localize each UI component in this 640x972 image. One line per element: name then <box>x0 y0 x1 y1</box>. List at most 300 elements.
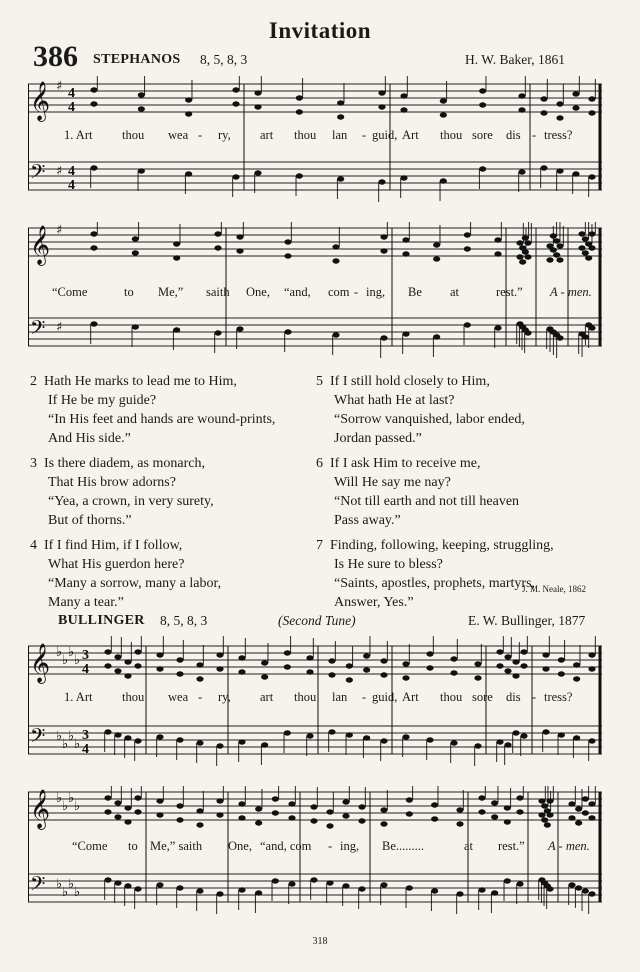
note-head <box>176 803 183 808</box>
note-head <box>378 179 385 184</box>
note-head <box>582 250 589 255</box>
note-head <box>524 254 531 259</box>
note-head <box>306 669 313 674</box>
note-head <box>450 740 457 745</box>
note-head <box>132 250 139 255</box>
tune-name-2: BULLINGER <box>58 613 145 628</box>
flat-icon: ♭ <box>68 645 75 660</box>
lyric-syllable: tress? <box>544 128 573 142</box>
note-head <box>196 676 203 681</box>
lyrics-line-2 <box>28 285 612 301</box>
note-head <box>332 258 339 263</box>
note-head <box>588 801 595 806</box>
note-head <box>134 795 141 800</box>
note-head <box>156 734 163 739</box>
note-head <box>558 671 565 676</box>
note-head <box>578 231 585 236</box>
note-head <box>238 669 245 674</box>
note-head <box>284 239 291 244</box>
note-head <box>478 887 485 892</box>
note-head <box>306 655 313 660</box>
lyric-syllable: - <box>354 285 359 299</box>
note-head <box>114 654 121 659</box>
note-head <box>540 96 547 101</box>
note-head <box>540 165 547 170</box>
note-head <box>474 661 481 666</box>
verse-2: 2 Hath He marks to lead me to Him, If He be my guide? “In His feet and hands are wound-prints, And His side.” <box>30 374 276 446</box>
note-head <box>296 173 303 178</box>
note-head <box>104 877 111 882</box>
note-head <box>156 666 163 671</box>
note-head <box>440 112 447 117</box>
treble-clef-icon: 𝄞 <box>30 225 51 265</box>
bass-clef-icon: 𝄢 <box>30 872 46 900</box>
lyric-syllable: thou <box>294 128 317 142</box>
note-head <box>214 231 221 236</box>
note-head <box>578 245 585 250</box>
note-head <box>380 248 387 253</box>
note-head <box>90 321 97 326</box>
note-head <box>284 329 291 334</box>
note-head <box>522 235 529 240</box>
lyric-syllable: dis <box>506 690 521 704</box>
note-head <box>176 657 183 662</box>
note-head <box>491 800 498 805</box>
note-head <box>431 816 438 821</box>
verse-6: 6 If I ask Him to receive me, Will He say me nay? “Not till earth and not till heaven Pass away.” <box>316 456 520 528</box>
lyric-syllable: 1. Art <box>64 690 93 704</box>
note-head <box>114 880 121 885</box>
note-head <box>296 109 303 114</box>
time-signature: 4 <box>68 86 75 101</box>
note-head <box>288 815 295 820</box>
lyric-syllable: ry, <box>218 128 231 142</box>
flat-icon: ♭ <box>74 885 81 900</box>
note-head <box>402 675 409 680</box>
note-head <box>236 326 243 331</box>
note-head <box>402 661 409 666</box>
note-head <box>342 813 349 818</box>
note-head <box>238 739 245 744</box>
note-head <box>255 820 262 825</box>
note-head <box>575 820 582 825</box>
note-head <box>572 91 579 96</box>
note-head <box>104 809 111 814</box>
lyric-syllable: - <box>198 690 203 704</box>
note-head <box>522 249 529 254</box>
lyric-syllable: ing, <box>340 839 360 853</box>
time-signature: 4 <box>68 164 75 179</box>
flat-icon: ♭ <box>68 791 75 806</box>
note-head <box>138 92 145 97</box>
lyric-syllable: rest.” <box>498 839 525 853</box>
note-head <box>568 815 575 820</box>
note-head <box>156 652 163 657</box>
meter-2: 8, 5, 8, 3 <box>160 613 208 628</box>
flat-icon: ♭ <box>74 799 81 814</box>
verses-right <box>316 372 554 612</box>
note-head <box>546 257 553 262</box>
note-head <box>380 882 387 887</box>
note-head <box>124 673 131 678</box>
note-head <box>232 87 239 92</box>
note-head <box>284 664 291 669</box>
note-head <box>588 245 595 250</box>
note-head <box>464 232 471 237</box>
verse-5: 5 If I still hold closely to Him, What hath He at last? “Sorrow vanquished, labor ended, Jordan passed.” <box>316 374 525 446</box>
note-head <box>474 675 481 680</box>
note-head <box>363 667 370 672</box>
lyric-syllable: to <box>124 285 134 299</box>
note-head <box>479 102 486 107</box>
note-head <box>588 325 595 330</box>
note-head <box>516 795 523 800</box>
lyric-syllable: 1. Art <box>64 128 93 142</box>
note-head <box>491 814 498 819</box>
note-head <box>573 662 580 667</box>
note-head <box>516 254 523 259</box>
lyric-syllable: tress? <box>544 690 573 704</box>
lyric-syllable: guid, <box>372 690 398 704</box>
note-head <box>538 798 545 803</box>
note-head <box>185 97 192 102</box>
note-head <box>400 93 407 98</box>
note-head <box>124 819 131 824</box>
flat-icon: ♭ <box>68 729 75 744</box>
note-head <box>196 888 203 893</box>
bass-clef-icon: 𝄢 <box>30 724 46 752</box>
note-head <box>254 90 261 95</box>
page-number: 318 <box>312 936 328 947</box>
note-head <box>406 811 413 816</box>
lyric-syllable: ry, <box>218 690 231 704</box>
note-head <box>346 732 353 737</box>
time-signature: 3 <box>82 728 89 743</box>
sharp-icon: ♯ <box>56 320 63 335</box>
note-head <box>544 822 551 827</box>
composer: H. W. Baker, 1861 <box>465 52 565 67</box>
note-head <box>572 171 579 176</box>
note-head <box>238 655 245 660</box>
lyric-syllable: art <box>260 128 274 142</box>
note-head <box>456 891 463 896</box>
note-head <box>542 652 549 657</box>
flat-icon: ♭ <box>56 645 63 660</box>
note-head <box>516 240 523 245</box>
note-head <box>232 101 239 106</box>
note-head <box>185 111 192 116</box>
note-head <box>156 882 163 887</box>
note-head <box>516 809 523 814</box>
lyric-syllable: com <box>328 285 350 299</box>
lyric-syllable: One, <box>228 839 252 853</box>
note-head <box>358 804 365 809</box>
note-head <box>254 104 261 109</box>
note-head <box>406 885 413 890</box>
note-head <box>124 659 131 664</box>
second-tune-label: (Second Tune) <box>278 613 356 628</box>
note-head <box>504 878 511 883</box>
note-head <box>134 886 141 891</box>
note-head <box>588 231 595 236</box>
note-head <box>216 652 223 657</box>
note-head <box>588 110 595 115</box>
note-head <box>380 738 387 743</box>
lyric-syllable: - <box>328 839 333 853</box>
note-head <box>464 246 471 251</box>
note-head <box>518 93 525 98</box>
note-head <box>380 672 387 677</box>
note-head <box>214 330 221 335</box>
note-head <box>196 808 203 813</box>
note-head <box>272 878 279 883</box>
note-head <box>406 797 413 802</box>
note-head <box>518 169 525 174</box>
lyric-syllable: “and, com <box>260 839 312 853</box>
note-head <box>538 812 545 817</box>
note-head <box>261 674 268 679</box>
note-head <box>284 730 291 735</box>
note-head <box>400 107 407 112</box>
lyric-syllable: “Come <box>52 285 88 299</box>
verse-3: 3 Is there diadem, as monarch, That His brow adorns? “Yea, a crown, in very surety, But of thorns.” <box>30 456 214 528</box>
note-head <box>512 659 519 664</box>
note-head <box>332 332 339 337</box>
note-head <box>288 881 295 886</box>
note-head <box>431 888 438 893</box>
lyric-syllable: to <box>128 839 138 853</box>
note-head <box>124 735 131 740</box>
note-head <box>173 327 180 332</box>
lyric-syllable: thou <box>440 690 463 704</box>
note-head <box>176 737 183 742</box>
flat-icon: ♭ <box>62 885 69 900</box>
note-head <box>572 105 579 110</box>
lyrics-line-3 <box>28 690 612 706</box>
bass-clef-icon: 𝄢 <box>30 316 46 344</box>
note-head <box>173 255 180 260</box>
composer-2: E. W. Bullinger, 1877 <box>468 613 586 628</box>
text-credit: J. M. Neale, 1862 <box>522 584 586 594</box>
treble-clef-icon: 𝄞 <box>30 643 51 683</box>
lyric-syllable: lan <box>332 128 348 142</box>
lyric-syllable: - <box>362 690 367 704</box>
note-head <box>553 238 560 243</box>
note-head <box>494 325 501 330</box>
lyric-syllable: Be......... <box>382 839 425 853</box>
note-head <box>363 653 370 658</box>
note-head <box>426 737 433 742</box>
note-head <box>546 886 553 891</box>
note-head <box>326 880 333 885</box>
lyric-syllable: “and, <box>284 285 311 299</box>
note-head <box>296 95 303 100</box>
note-head <box>550 247 557 252</box>
note-head <box>134 663 141 668</box>
note-head <box>456 821 463 826</box>
meter: 8, 5, 8, 3 <box>200 52 248 67</box>
note-head <box>582 888 589 893</box>
note-head <box>556 335 563 340</box>
note-head <box>575 885 582 890</box>
sharp-icon: ♯ <box>56 164 63 179</box>
lyric-syllable: at <box>450 285 460 299</box>
note-head <box>504 742 511 747</box>
lyric-syllable: thou <box>122 690 145 704</box>
note-head <box>402 251 409 256</box>
note-head <box>104 663 111 668</box>
note-head <box>520 663 527 668</box>
note-head <box>541 817 548 822</box>
music-system-3 <box>28 636 612 776</box>
note-head <box>185 171 192 176</box>
note-head <box>310 818 317 823</box>
staff <box>28 225 602 266</box>
note-head <box>138 168 145 173</box>
note-head <box>573 676 580 681</box>
note-head <box>236 234 243 239</box>
flat-icon: ♭ <box>62 737 69 752</box>
note-head <box>568 882 575 887</box>
lyric-syllable: thou <box>122 128 145 142</box>
note-head <box>588 891 595 896</box>
flat-icon: ♭ <box>68 877 75 892</box>
note-head <box>541 803 548 808</box>
note-head <box>380 658 387 663</box>
note-head <box>216 891 223 896</box>
note-head <box>573 735 580 740</box>
note-head <box>216 666 223 671</box>
note-head <box>426 665 433 670</box>
note-head <box>440 98 447 103</box>
note-head <box>504 654 511 659</box>
note-head <box>456 807 463 812</box>
note-head <box>478 809 485 814</box>
note-head <box>214 245 221 250</box>
note-head <box>568 801 575 806</box>
lyric-syllable: dis <box>506 128 521 142</box>
note-head <box>358 818 365 823</box>
note-head <box>479 166 486 171</box>
lyric-syllable: - <box>362 128 367 142</box>
note-head <box>114 732 121 737</box>
lyric-syllable: Me,” <box>158 285 184 299</box>
note-head <box>556 168 563 173</box>
lyric-syllable: wea <box>168 128 189 142</box>
treble-clef-icon: 𝄞 <box>30 789 51 829</box>
note-head <box>132 236 139 241</box>
lyric-syllable: One, <box>246 285 270 299</box>
note-head <box>494 237 501 242</box>
lyric-syllable: Me,” saith <box>150 839 203 853</box>
note-head <box>261 660 268 665</box>
note-head <box>173 241 180 246</box>
note-head <box>380 807 387 812</box>
staff <box>28 316 602 346</box>
note-head <box>582 236 589 241</box>
treble-clef-icon: 𝄞 <box>30 81 51 121</box>
note-head <box>310 804 317 809</box>
note-head <box>433 256 440 261</box>
note-head <box>556 243 563 248</box>
lyric-syllable: Art <box>402 690 419 704</box>
note-head <box>585 255 592 260</box>
sharp-icon: ♯ <box>56 223 63 238</box>
time-signature: 4 <box>68 178 75 193</box>
note-head <box>346 677 353 682</box>
note-head <box>582 810 589 815</box>
tune-name: STEPHANOS <box>93 52 181 67</box>
lyric-syllable: ing, <box>366 285 386 299</box>
lyric-syllable: Art <box>402 128 419 142</box>
note-head <box>337 100 344 105</box>
note-head <box>520 649 527 654</box>
flat-icon: ♭ <box>74 653 81 668</box>
note-head <box>402 734 409 739</box>
note-head <box>284 650 291 655</box>
note-head <box>550 233 557 238</box>
note-head <box>238 801 245 806</box>
note-head <box>426 651 433 656</box>
note-head <box>272 796 279 801</box>
note-head <box>556 115 563 120</box>
lyric-syllable: thou <box>294 690 317 704</box>
note-head <box>306 733 313 738</box>
lyrics-line-1 <box>28 128 612 144</box>
note-head <box>402 331 409 336</box>
lyric-syllable: lan <box>332 690 348 704</box>
note-head <box>588 738 595 743</box>
staff <box>28 160 602 190</box>
amen-text: A - men. <box>548 839 590 853</box>
note-head <box>464 322 471 327</box>
note-head <box>524 330 531 335</box>
note-head <box>491 890 498 895</box>
note-head <box>216 743 223 748</box>
note-head <box>255 806 262 811</box>
note-head <box>255 890 262 895</box>
note-head <box>328 672 335 677</box>
note-head <box>479 88 486 93</box>
time-signature: 4 <box>82 742 89 757</box>
lyrics-line-4 <box>28 839 612 855</box>
lyric-syllable: Be <box>408 285 422 299</box>
note-head <box>104 729 111 734</box>
note-head <box>176 817 183 822</box>
note-head <box>496 649 503 654</box>
staff <box>28 81 602 122</box>
note-head <box>216 812 223 817</box>
note-head <box>358 886 365 891</box>
note-head <box>326 823 333 828</box>
lyric-syllable: art <box>260 690 274 704</box>
note-head <box>431 802 438 807</box>
note-head <box>124 883 131 888</box>
bass-clef-icon: 𝄢 <box>30 160 46 188</box>
note-head <box>380 821 387 826</box>
note-head <box>588 652 595 657</box>
note-head <box>196 662 203 667</box>
time-signature: 4 <box>68 100 75 115</box>
note-head <box>588 815 595 820</box>
note-head <box>504 805 511 810</box>
note-head <box>346 663 353 668</box>
note-head <box>516 881 523 886</box>
note-head <box>520 733 527 738</box>
note-head <box>494 251 501 256</box>
note-head <box>546 812 553 817</box>
note-head <box>402 237 409 242</box>
